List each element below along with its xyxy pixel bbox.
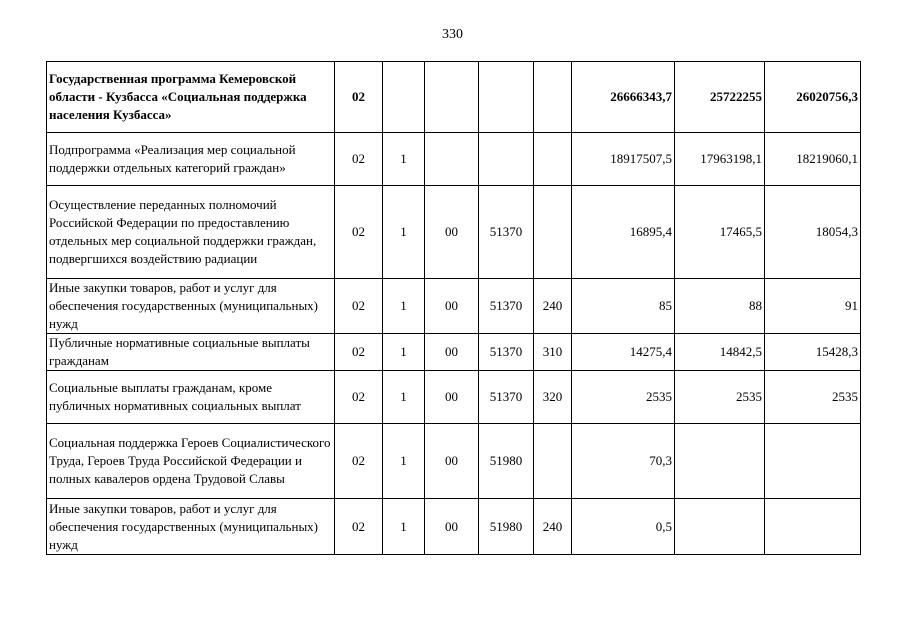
- cell-amount-year-1: 85: [572, 279, 675, 334]
- cell-target-article: 51370: [479, 186, 534, 279]
- cell-amount-year-3: 18054,3: [765, 186, 861, 279]
- table-row: [47, 499, 861, 555]
- cell-section: 02: [335, 424, 383, 499]
- cell-program-code: 00: [425, 186, 479, 279]
- cell-program-code: 00: [425, 424, 479, 499]
- cell-target-article: 51980: [479, 499, 534, 555]
- cell-amount-year-3: 2535: [765, 371, 861, 424]
- cell-amount-year-2: [675, 499, 765, 555]
- cell-target-article: 51980: [479, 424, 534, 499]
- cell-name: Публичные нормативные социальные выплаты гражданам: [47, 334, 335, 371]
- cell-name: Иные закупки товаров, работ и услуг для обеспечения государственных (муниципальных) нужд: [47, 279, 335, 334]
- cell-section: 02: [335, 334, 383, 371]
- cell-amount-year-1: 2535: [572, 371, 675, 424]
- cell-target-article: 51370: [479, 371, 534, 424]
- cell-amount-year-2: 17465,5: [675, 186, 765, 279]
- page-number: 330: [442, 27, 463, 42]
- table-row: [47, 279, 861, 334]
- cell-section: 02: [335, 133, 383, 186]
- table-row: [47, 334, 861, 371]
- cell-amount-year-2: 88: [675, 279, 765, 334]
- cell-subsection: 1: [383, 499, 425, 555]
- cell-target-article: 51370: [479, 334, 534, 371]
- cell-name: Иные закупки товаров, работ и услуг для обеспечения государственных (муниципальных) нужд: [47, 499, 335, 555]
- cell-amount-year-3: 91: [765, 279, 861, 334]
- budget-table: [46, 61, 861, 555]
- cell-target-article: [479, 62, 534, 133]
- cell-expense-type: 320: [534, 371, 572, 424]
- cell-program-code: [425, 133, 479, 186]
- cell-name: Государственная программа Кемеровской области - Кузбасса «Социальная поддержка населения Кузбасса»: [47, 62, 335, 133]
- table-row: [47, 186, 861, 279]
- cell-amount-year-1: 16895,4: [572, 186, 675, 279]
- cell-amount-year-2: [675, 424, 765, 499]
- cell-amount-year-1: 70,3: [572, 424, 675, 499]
- cell-section: 02: [335, 279, 383, 334]
- cell-subsection: 1: [383, 186, 425, 279]
- cell-expense-type: 310: [534, 334, 572, 371]
- cell-amount-year-2: 17963198,1: [675, 133, 765, 186]
- cell-subsection: [383, 62, 425, 133]
- cell-section: 02: [335, 499, 383, 555]
- cell-target-article: 51370: [479, 279, 534, 334]
- cell-expense-type: [534, 424, 572, 499]
- cell-name: Социальная поддержка Героев Социалистического Труда, Героев Труда Российской Федерации и полных кавалеров ордена Трудовой Славы: [47, 424, 335, 499]
- cell-amount-year-2: 14842,5: [675, 334, 765, 371]
- cell-program-code: 00: [425, 371, 479, 424]
- cell-program-code: 00: [425, 499, 479, 555]
- cell-amount-year-3: [765, 499, 861, 555]
- cell-program-code: 00: [425, 334, 479, 371]
- cell-amount-year-3: [765, 424, 861, 499]
- cell-amount-year-2: 2535: [675, 371, 765, 424]
- cell-expense-type: [534, 133, 572, 186]
- cell-amount-year-1: 26666343,7: [572, 62, 675, 133]
- table-row: [47, 133, 861, 186]
- cell-amount-year-1: 0,5: [572, 499, 675, 555]
- cell-name: Подпрограмма «Реализация мер социальной поддержки отдельных категорий граждан»: [47, 133, 335, 186]
- cell-amount-year-3: 15428,3: [765, 334, 861, 371]
- cell-subsection: 1: [383, 279, 425, 334]
- cell-amount-year-3: 18219060,1: [765, 133, 861, 186]
- cell-amount-year-2: 25722255: [675, 62, 765, 133]
- cell-amount-year-3: 26020756,3: [765, 62, 861, 133]
- cell-target-article: [479, 133, 534, 186]
- cell-name: Социальные выплаты гражданам, кроме публичных нормативных социальных выплат: [47, 371, 335, 424]
- table-row: [47, 62, 861, 133]
- table-row: [47, 371, 861, 424]
- cell-subsection: 1: [383, 133, 425, 186]
- cell-expense-type: [534, 62, 572, 133]
- cell-amount-year-1: 14275,4: [572, 334, 675, 371]
- table-row: [47, 424, 861, 499]
- cell-subsection: 1: [383, 334, 425, 371]
- cell-program-code: 00: [425, 279, 479, 334]
- cell-expense-type: 240: [534, 279, 572, 334]
- cell-name: Осуществление переданных полномочий Российской Федерации по предоставлению отдельных мер социальной поддержки граждан, подвергшихся воздействию радиации: [47, 186, 335, 279]
- cell-section: 02: [335, 186, 383, 279]
- cell-expense-type: 240: [534, 499, 572, 555]
- cell-section: 02: [335, 62, 383, 133]
- cell-subsection: 1: [383, 424, 425, 499]
- cell-amount-year-1: 18917507,5: [572, 133, 675, 186]
- cell-expense-type: [534, 186, 572, 279]
- cell-subsection: 1: [383, 371, 425, 424]
- cell-section: 02: [335, 371, 383, 424]
- cell-program-code: [425, 62, 479, 133]
